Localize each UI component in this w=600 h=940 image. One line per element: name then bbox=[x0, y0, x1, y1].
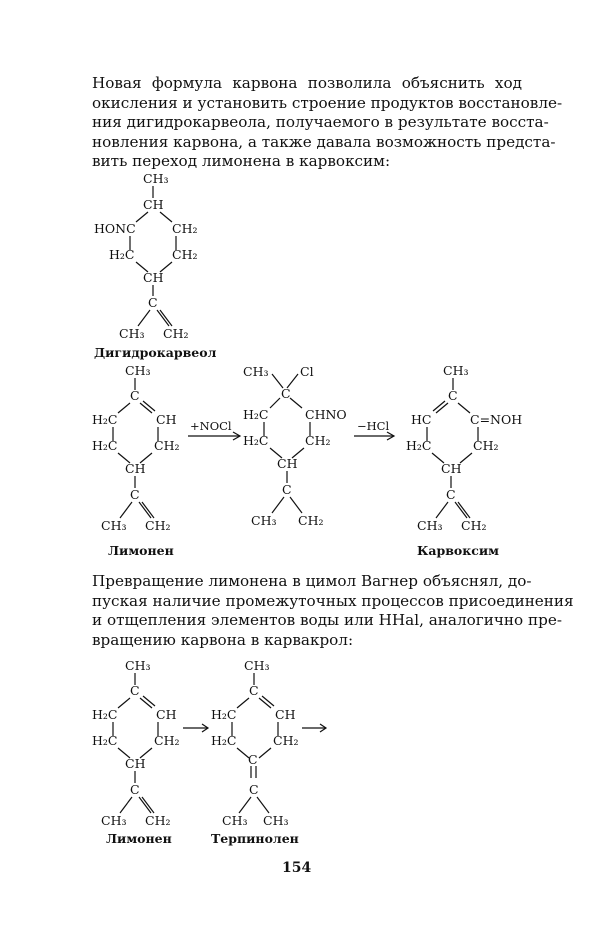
atom-label: CH₃ bbox=[243, 364, 269, 379]
atom-label: H₂C bbox=[406, 438, 432, 453]
atom-label: H₂C bbox=[109, 247, 135, 262]
atom-label: CH bbox=[125, 461, 146, 476]
atom-label: H₂C bbox=[92, 412, 118, 427]
atom-label: CH₂ bbox=[461, 518, 487, 533]
text-line: вращению карвона в карвакрол: bbox=[92, 630, 354, 649]
atom-label: C bbox=[281, 386, 291, 401]
atom-label: CH bbox=[143, 270, 164, 285]
atom-label: CH bbox=[143, 197, 164, 212]
atom-label: CH₃ bbox=[417, 518, 443, 533]
text-line: и отщепления элементов воды или HHal, аналогично пре- bbox=[92, 611, 562, 630]
atom-label: CH₃ bbox=[101, 518, 127, 533]
atom-label: C bbox=[130, 388, 140, 403]
atom-label: HC bbox=[411, 412, 432, 427]
atom-label: CH₃ bbox=[251, 513, 277, 528]
atom-label: CH₃ bbox=[244, 658, 270, 673]
reagent-nocl: +NOCl bbox=[190, 419, 232, 433]
atom-label: H₂C bbox=[211, 707, 237, 722]
atom-label: CH bbox=[275, 707, 296, 722]
atom-label: H₂C bbox=[92, 438, 118, 453]
atom-label: Cl bbox=[300, 364, 314, 379]
atom-label: H₂C bbox=[243, 407, 269, 422]
atom-label: CH₃ bbox=[222, 813, 248, 828]
caption-carvoxime: Карвоксим bbox=[417, 543, 500, 558]
atom-label: H₂C bbox=[211, 733, 237, 748]
atom-label: HONC bbox=[94, 221, 136, 236]
atom-label: H₂C bbox=[92, 733, 118, 748]
atom-label: C bbox=[148, 295, 158, 310]
caption-dihydrocarveol: Дигидрокарвеол bbox=[94, 345, 217, 360]
atom-label: CH bbox=[441, 461, 462, 476]
atom-label: CH₂ bbox=[172, 247, 198, 262]
atom-label: CH₂ bbox=[154, 438, 180, 453]
caption-limonene-2: Лимонен bbox=[106, 831, 172, 846]
atom-label: C bbox=[249, 782, 259, 797]
atom-label: H₂C bbox=[243, 433, 269, 448]
atom-label: CH₂ bbox=[273, 733, 299, 748]
atom-label: CH₃ bbox=[263, 813, 289, 828]
atom-label: C bbox=[446, 487, 456, 502]
atom-label: CH₂ bbox=[163, 326, 189, 341]
atom-label: CH₃ bbox=[143, 171, 169, 186]
reagent-hcl: −HCl bbox=[357, 419, 390, 433]
atom-label: C bbox=[130, 487, 140, 502]
atom-label: CH₃ bbox=[443, 363, 469, 378]
atom-label: CH₃ bbox=[119, 326, 145, 341]
atom-label: C=NOH bbox=[470, 412, 523, 427]
atom-label: C bbox=[249, 683, 259, 698]
atom-label: C bbox=[448, 388, 458, 403]
text-line: вить переход лимонена в карвоксим: bbox=[92, 152, 391, 171]
atom-label: CH₃ bbox=[101, 813, 127, 828]
atom-label: C bbox=[130, 683, 140, 698]
atom-label: CH bbox=[125, 756, 146, 771]
atom-label: CH₃ bbox=[125, 363, 151, 378]
text-line: новления карвона, а также давала возможность предста- bbox=[92, 132, 556, 151]
text-line: Новая формула карвона позволила объяснить ход bbox=[92, 74, 522, 92]
atom-label: CH₂ bbox=[145, 813, 171, 828]
atom-label: C bbox=[130, 782, 140, 797]
caption-limonene: Лимонен bbox=[108, 543, 174, 558]
atom-label: CH₂ bbox=[473, 438, 499, 453]
atom-label: CH bbox=[156, 707, 177, 722]
caption-terpinolene: Терпинолен bbox=[211, 831, 299, 846]
atom-label: H₂C bbox=[92, 707, 118, 722]
atom-label: CH₃ bbox=[125, 658, 151, 673]
atom-label: CHNO bbox=[305, 407, 347, 422]
atom-label: CH bbox=[156, 412, 177, 427]
atom-label: C bbox=[282, 482, 292, 497]
text-line: пуская наличие промежуточных процессов присоединения bbox=[92, 591, 574, 610]
atom-label: CH bbox=[277, 456, 298, 471]
text-line: Превращение лимонена в цимол Вагнер объяснял, до- bbox=[92, 572, 532, 590]
text-line: ния дигидрокарвеола, получаемого в результате восста- bbox=[92, 113, 549, 132]
page-number: 154 bbox=[282, 860, 312, 876]
atom-label: CH₂ bbox=[172, 221, 198, 236]
atom-label: CH₂ bbox=[145, 518, 171, 533]
atom-label: CH₂ bbox=[154, 733, 180, 748]
atom-label: C bbox=[248, 752, 258, 767]
atom-label: CH₂ bbox=[298, 513, 324, 528]
text-line: окисления и установить строение продуктов восстановле- bbox=[92, 93, 563, 112]
atom-label: CH₂ bbox=[305, 433, 331, 448]
